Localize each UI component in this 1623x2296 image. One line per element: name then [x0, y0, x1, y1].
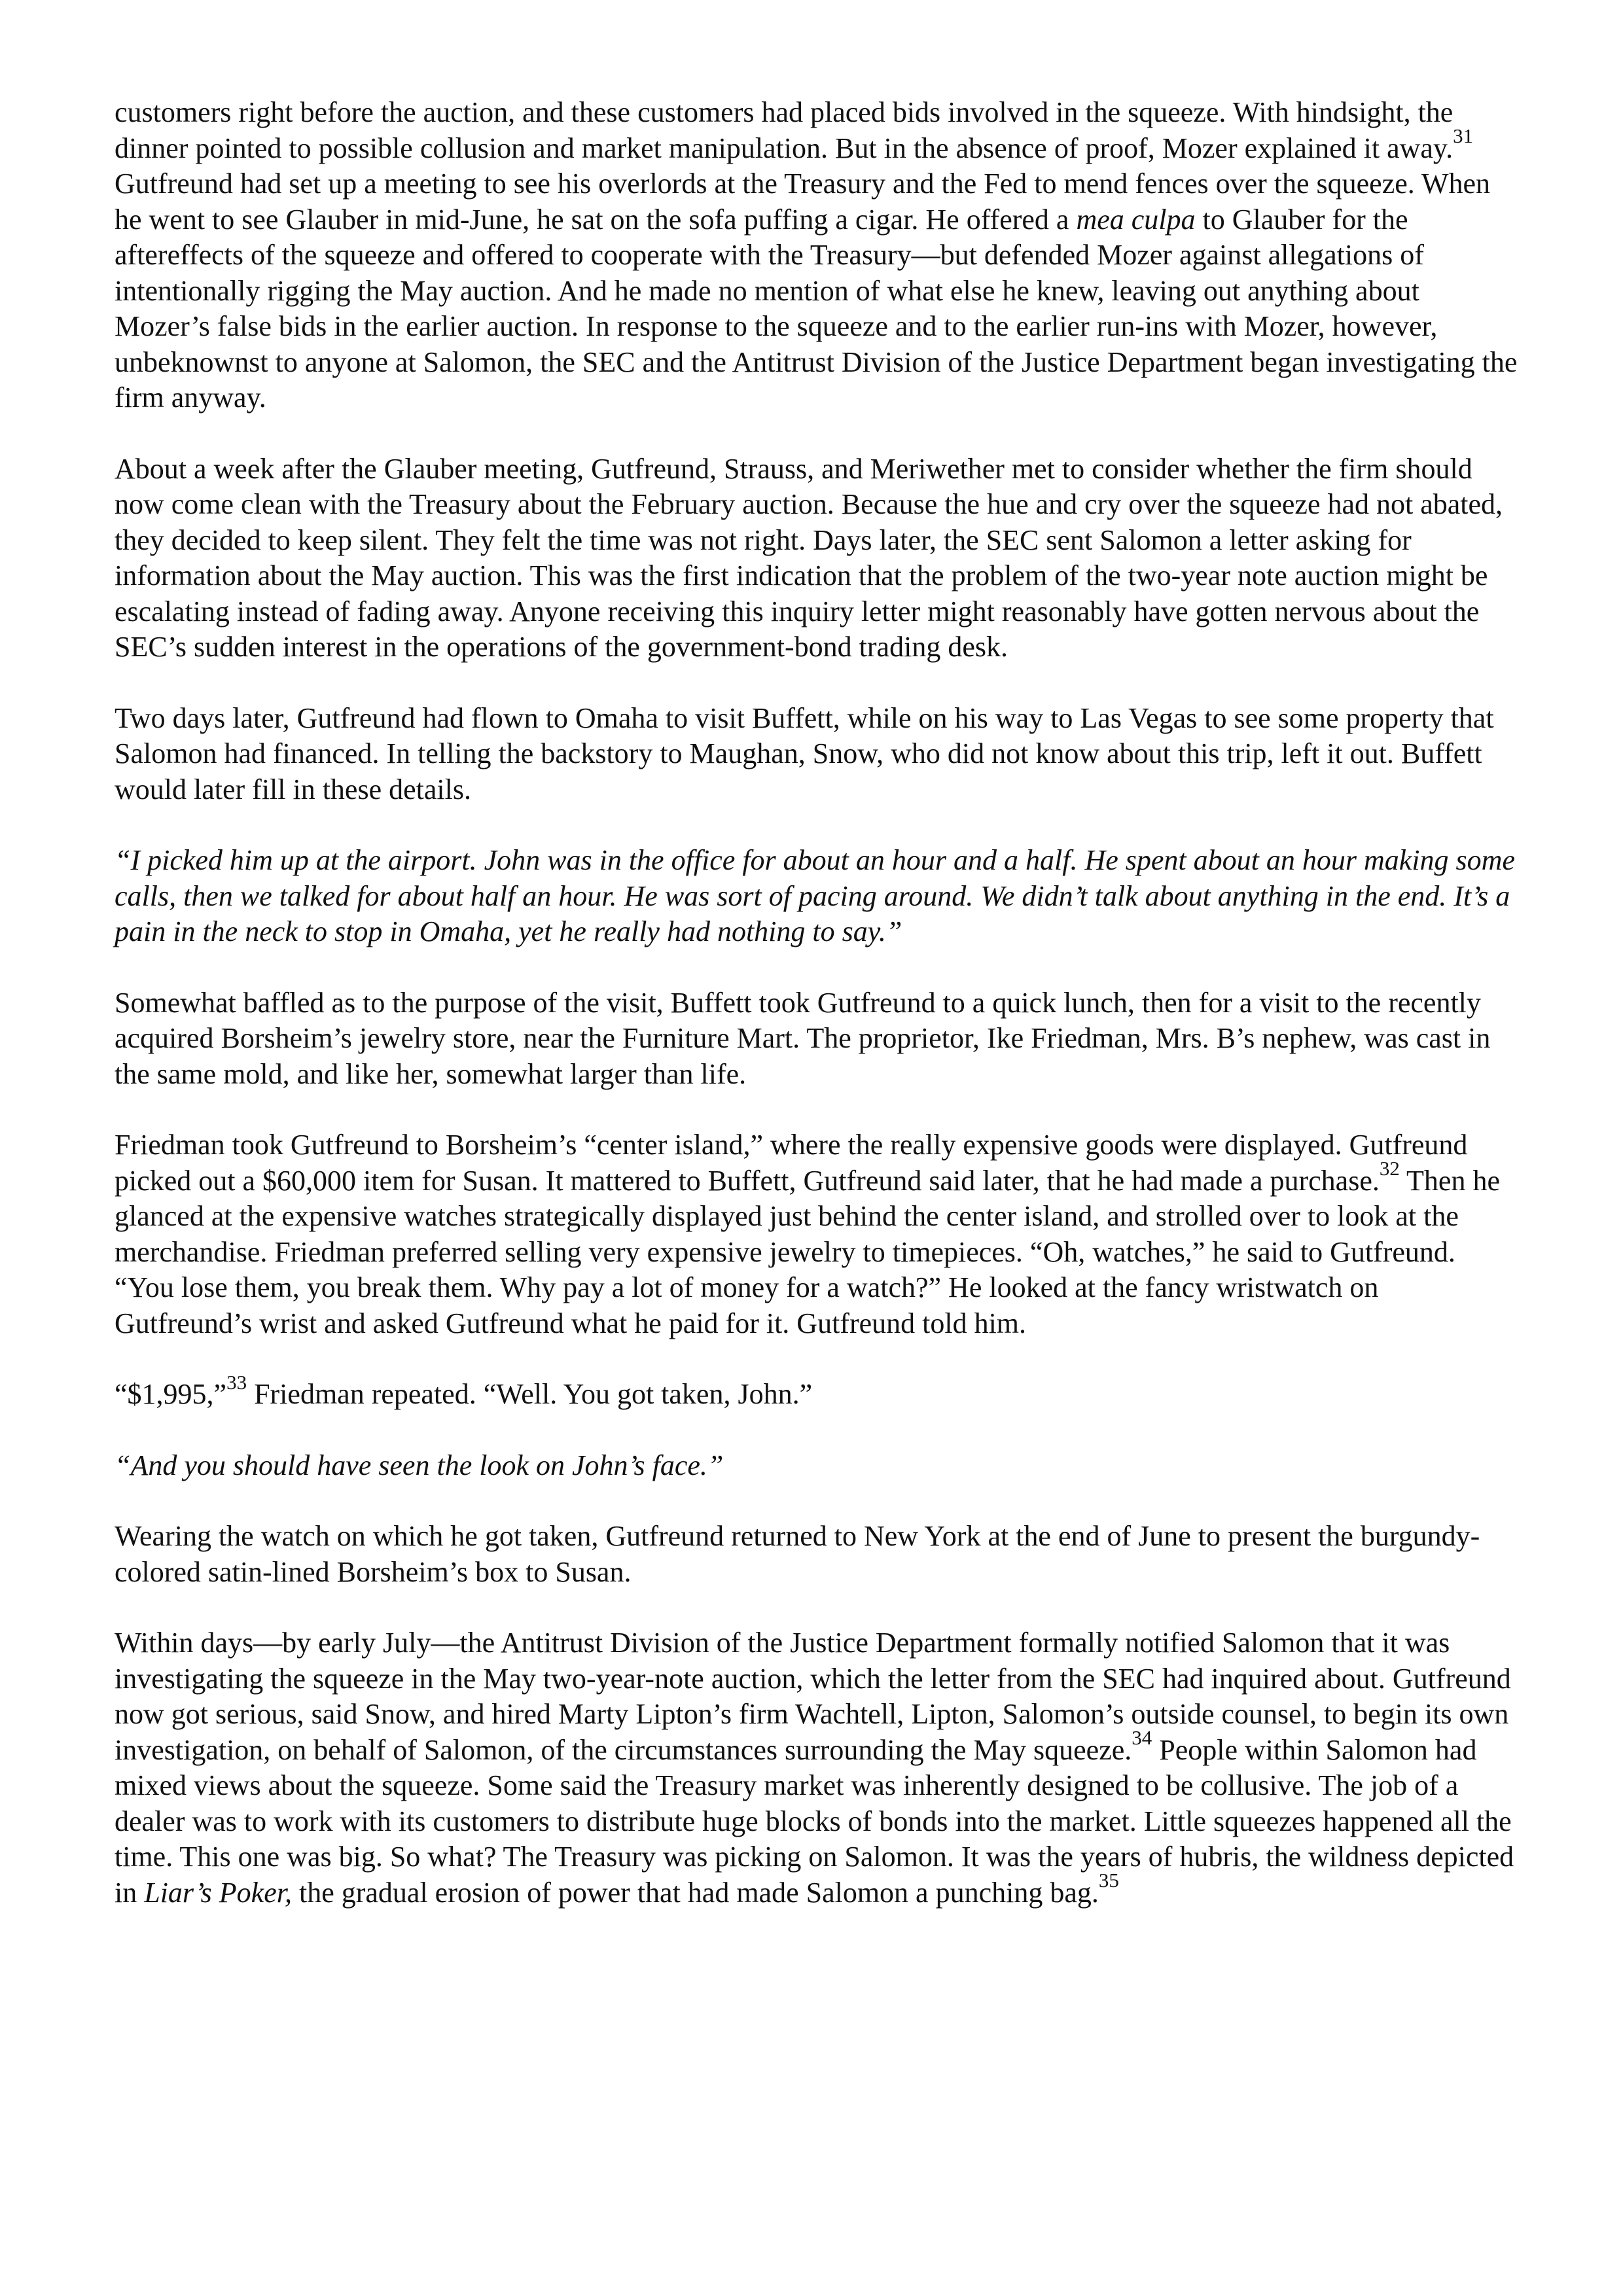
paragraph-text: About a week after the Glauber meeting, Gutfreund, Strauss, and Meriwether met to consider whether the firm should now come clean with the Treasury about the February auction. Because the hue and cry over the squeeze had not abated, they decided to keep silent. They felt the time was not right. Days later, the SEC sent Salomon a letter asking for information about the May auction. This was the first indication that the problem of the two-year note auction might be escalating instead of fading away. Anyone receiving this inquiry letter might reasonably have gotten nervous about the SEC’s sudden interest in the operations of the government-bond trading desk.: [115, 452, 1503, 663]
paragraph-text: People within Salomon had mixed views about the squeeze. Some said the Treasury market was inherently designed to be collusive. The job of a dealer was to work with its customers to distribute huge blocks of bonds into the market. Little squeezes happened all the time. This one was big. So what? The Treasury was picking on Salomon. It was the years of hubris, the wildness depicted in: [115, 1733, 1514, 1909]
paragraph-text: “I picked him up at the airport. John was in the office for about an hour and a half. He spent about an hour making some calls, then we talked for about half an hour. He was sort of pacing around. We didn’t talk about anything in the end. It’s a pain in the neck to stop in Omaha, yet he really had nothing to say.”: [115, 844, 1515, 947]
body-paragraph: [115, 1625, 1522, 1911]
footnote-ref: 32: [1379, 1157, 1400, 1180]
footnote-ref: 34: [1132, 1726, 1152, 1750]
body-paragraph: [115, 1519, 1522, 1590]
paragraph-text: Friedman took Gutfreund to Borsheim’s “center island,” where the really expensive goods were displayed. Gutfreund picked out a $60,000 item for Susan. It mattered to Buffett, Gutfreund said later, that he had made a purchase.: [115, 1129, 1468, 1197]
paragraph-text: Two days later, Gutfreund had flown to Omaha to visit Buffett, while on his way to Las Vegas to see some property that Salomon had financed. In telling the backstory to Maughan, Snow, who did not know about this trip, left it out. Buffett would later fill in these details.: [115, 701, 1494, 805]
footnote-ref: 33: [226, 1370, 247, 1394]
paragraph-text: “$1,995,”: [115, 1378, 227, 1410]
italic-text: mea culpa: [1076, 203, 1196, 236]
body-paragraph: [115, 1370, 1522, 1413]
paragraph-text: Gutfreund had set up a meeting to see his overlords at the Treasury and the Fed to mend fences over the squeeze. When he went to see Glauber in mid-June, he sat on the sofa puffing a cigar. He offered a: [115, 168, 1491, 236]
paragraph-text: Wearing the watch on which he got taken, Gutfreund returned to New York at the end of June to present the burgundy-colored satin-lined Borsheim’s box to Susan.: [115, 1520, 1480, 1588]
body-paragraph: [115, 701, 1522, 808]
paragraph-text: “And you should have seen the look on John’s face.”: [115, 1449, 724, 1481]
body-paragraph: [115, 1127, 1522, 1341]
paragraph-text: the gradual erosion of power that had made Salomon a punching bag.: [291, 1876, 1099, 1909]
block-quote-paragraph: [115, 843, 1522, 950]
paragraph-text: customers right before the auction, and these customers had placed bids involved in the squeeze. With hindsight, the dinner pointed to possible collusion and market manipulation. But in the absence of proof, Mozer explained it away.: [115, 96, 1454, 164]
italic-text: Liar’s Poker,: [144, 1876, 292, 1909]
footnote-ref: 35: [1098, 1869, 1119, 1892]
paragraph-text: Then he glanced at the expensive watches strategically displayed just behind the center island, and strolled over to look at the merchandise. Friedman preferred selling very expensive jewelry to timepieces. “Oh, watches,” he said to Gutfreund. “You lose them, you break them. Why pay a lot of money for a watch?” He looked at the fancy wristwatch on Gutfreund’s wrist and asked Gutfreund what he paid for it. Gutfreund told him.: [115, 1164, 1500, 1339]
block-quote-paragraph: [115, 1448, 1522, 1484]
paragraph-text: to Glauber for the aftereffects of the squeeze and offered to cooperate with the Treasury—but defended Mozer against allegations of intentionally rigging the May auction. And he made no mention of what else he knew, leaving out anything about Mozer’s false bids in the earlier auction. In response to the squeeze and to the earlier run-ins with Mozer, however, unbeknownst to anyone at Salomon, the SEC and the Antitrust Division of the Justice Department began investigating the firm anyway.: [115, 203, 1518, 414]
document-page: [115, 95, 1522, 1946]
paragraph-text: Friedman repeated. “Well. You got taken, John.”: [247, 1378, 813, 1410]
footnote-ref: 31: [1453, 124, 1474, 148]
body-paragraph: [115, 985, 1522, 1093]
paragraph-text: Somewhat baffled as to the purpose of the visit, Buffett took Gutfreund to a quick lunch, then for a visit to the recently acquired Borsheim’s jewelry store, near the Furniture Mart. The proprietor, Ike Friedman, Mrs. B’s nephew, was cast in the same mold, and like her, somewhat larger than life.: [115, 986, 1491, 1090]
paragraph-text: Within days—by early July—the Antitrust Division of the Justice Department formally notified Salomon that it was investigating the squeeze in the May two-year-note auction, which the letter from the SEC had inquired about. Gutfreund now got serious, said Snow, and hired Marty Lipton’s firm Wachtell, Lipton, Salomon’s outside counsel, to begin its own investigation, on behalf of Salomon, of the circumstances surrounding the May squeeze.: [115, 1627, 1511, 1766]
body-paragraph: [115, 95, 1522, 416]
body-paragraph: [115, 451, 1522, 665]
